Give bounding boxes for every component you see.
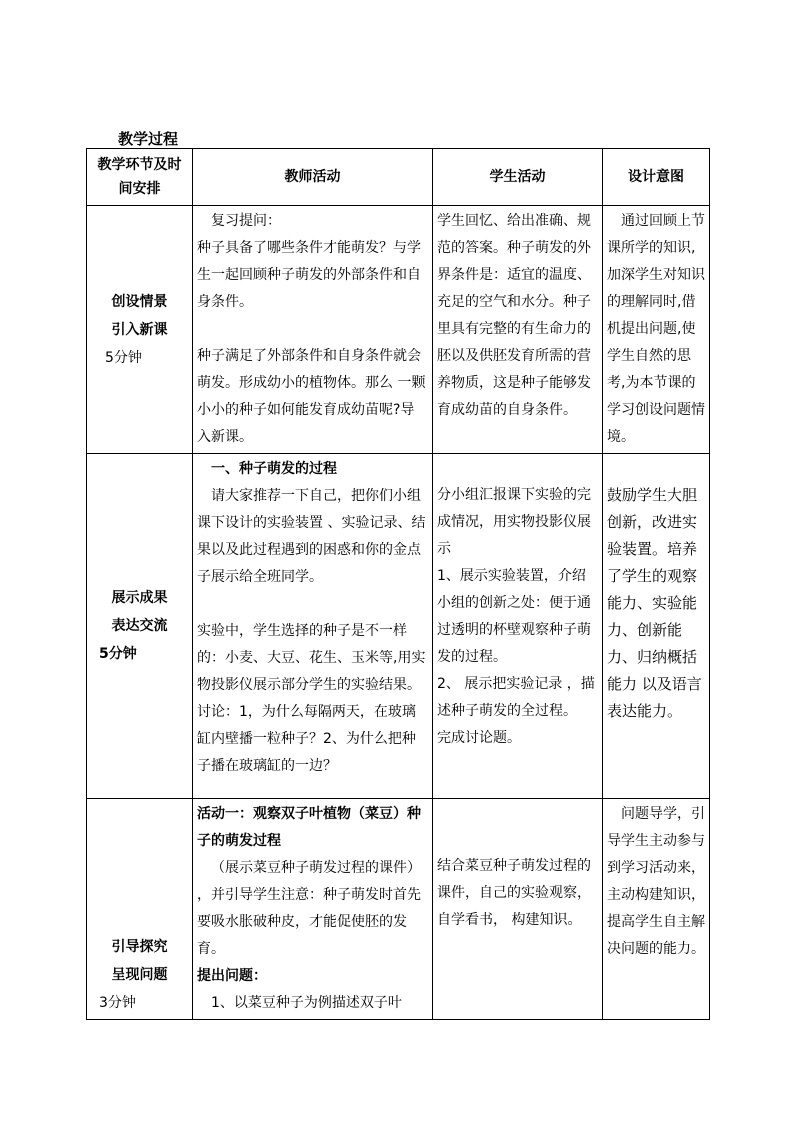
paragraph: 请大家推荐一下自己，把你们小组课下设计的实验装置 、实验记录、结果以及此过程遇到的困惑和你的金点子展示给全班同学。 — [197, 488, 426, 585]
header-intent: 设计意图 — [603, 149, 710, 206]
design-intent — [603, 206, 710, 454]
paragraph: 结合菜豆种子萌发过程的课件，自己的实验观察，自学看书， 构建知识。 — [437, 858, 591, 928]
paragraph: 分小组汇报课下实验的完成情况，用实物投影仪展示 — [437, 487, 591, 557]
stage-name: 表达交流 — [111, 618, 168, 634]
paragraph: 复习提问： — [211, 213, 281, 229]
section-heading: 一、种子萌发的过程 — [211, 461, 337, 477]
design-intent — [603, 799, 710, 1020]
stage-name: 创设情景 — [111, 293, 168, 310]
stage-name: 引导探究 — [111, 939, 168, 955]
paragraph: 实验中，学生选择的种子是不一样的：小麦、大豆、花生、玉米等,用实物投影仪展示部分学生的实验结果。 — [197, 623, 426, 693]
paragraph: 鼓励学生大胆创新，改进实验装置。培养了学生的观察能力、实验能力、创新能力、归纳概括能力 以及语言表达能力。 — [607, 486, 702, 720]
teacher-activity — [193, 799, 433, 1020]
stage-cell — [87, 454, 193, 799]
stage-time: 5分钟 — [105, 349, 142, 366]
table-row — [87, 454, 710, 799]
stage-name: 呈现问题 — [111, 967, 168, 983]
stage-cell — [87, 799, 193, 1020]
student-activity — [433, 454, 603, 799]
paragraph: 2、 展示把实验记录 ，描述种子萌发的全过程。 — [437, 676, 595, 719]
header-student: 学生活动 — [433, 149, 603, 206]
header-stage: 教学环节及时间安排 — [87, 149, 193, 206]
teacher-activity — [193, 454, 433, 799]
stage-name: 展示成果 — [111, 590, 168, 606]
paragraph: 问题导学，引导学生主动参与到学习活动来，主动构建知识，提高学生自主解决问题的能力。 — [607, 806, 705, 957]
header-row — [87, 149, 710, 206]
paragraph: 提出问题： — [197, 968, 267, 984]
stage-cell — [87, 206, 193, 454]
paragraph: （展示菜豆种子萌发过程的课件） ，并引导学生注意：种子萌发时首先要吸水胀破种皮，才能促使胚的发育。 — [197, 860, 421, 957]
paragraph: 1、以菜豆种子为例描述双子叶 — [211, 995, 402, 1011]
student-activity — [433, 206, 603, 454]
stage-time: 3分钟 — [99, 995, 136, 1011]
header-teacher: 教师活动 — [193, 149, 433, 206]
design-intent — [603, 454, 710, 799]
paragraph: 通过回顾上节课所学的知识,加深学生对知识的理解同时,借机提出问题,使学生自然的思考,为本节课的学习创设问题情境。 — [607, 213, 705, 445]
student-activity — [433, 799, 603, 1020]
lesson-plan-table — [86, 148, 710, 1020]
table-row — [87, 799, 710, 1020]
section-title: 教学过程 — [118, 130, 179, 148]
paragraph: 完成讨论题。 — [437, 730, 521, 746]
paragraph: 种子满足了外部条件和自身条件就会萌发。形成幼小的植物体。那么 一颗小小的种子如何能发育成幼苗呢?导入新课。 — [197, 348, 426, 445]
section-heading: 活动一：观察双子叶植物（菜豆）种子的萌发过程 — [197, 806, 421, 849]
paragraph: 1、展示实验装置，介绍小组的创新之处：便于通过透明的杯壁观察种子萌发的过程。 — [437, 568, 591, 665]
teacher-activity — [193, 206, 433, 454]
table-row — [87, 206, 710, 454]
paragraph: 种子具备了哪些条件才能萌发？与学生一起回顾种子萌发的外部条件和自身条件。 — [197, 240, 421, 310]
paragraph: 讨论：1，为什么每隔两天，在玻璃缸内壁播一粒种子？2、为什么把种子播在玻璃缸的一边？ — [197, 704, 416, 774]
stage-name: 引入新课 — [111, 321, 168, 338]
stage-time: 5分钟 — [99, 646, 137, 662]
paragraph: 学生回忆、给出准确、规范的答案。种子萌发的外界条件是：适宜的温度、充足的空气和水分。种子里具有完整的有生命力的胚以及供胚发育所需的营养物质，这是种子能够发育成幼苗的自身条件。 — [437, 213, 591, 418]
